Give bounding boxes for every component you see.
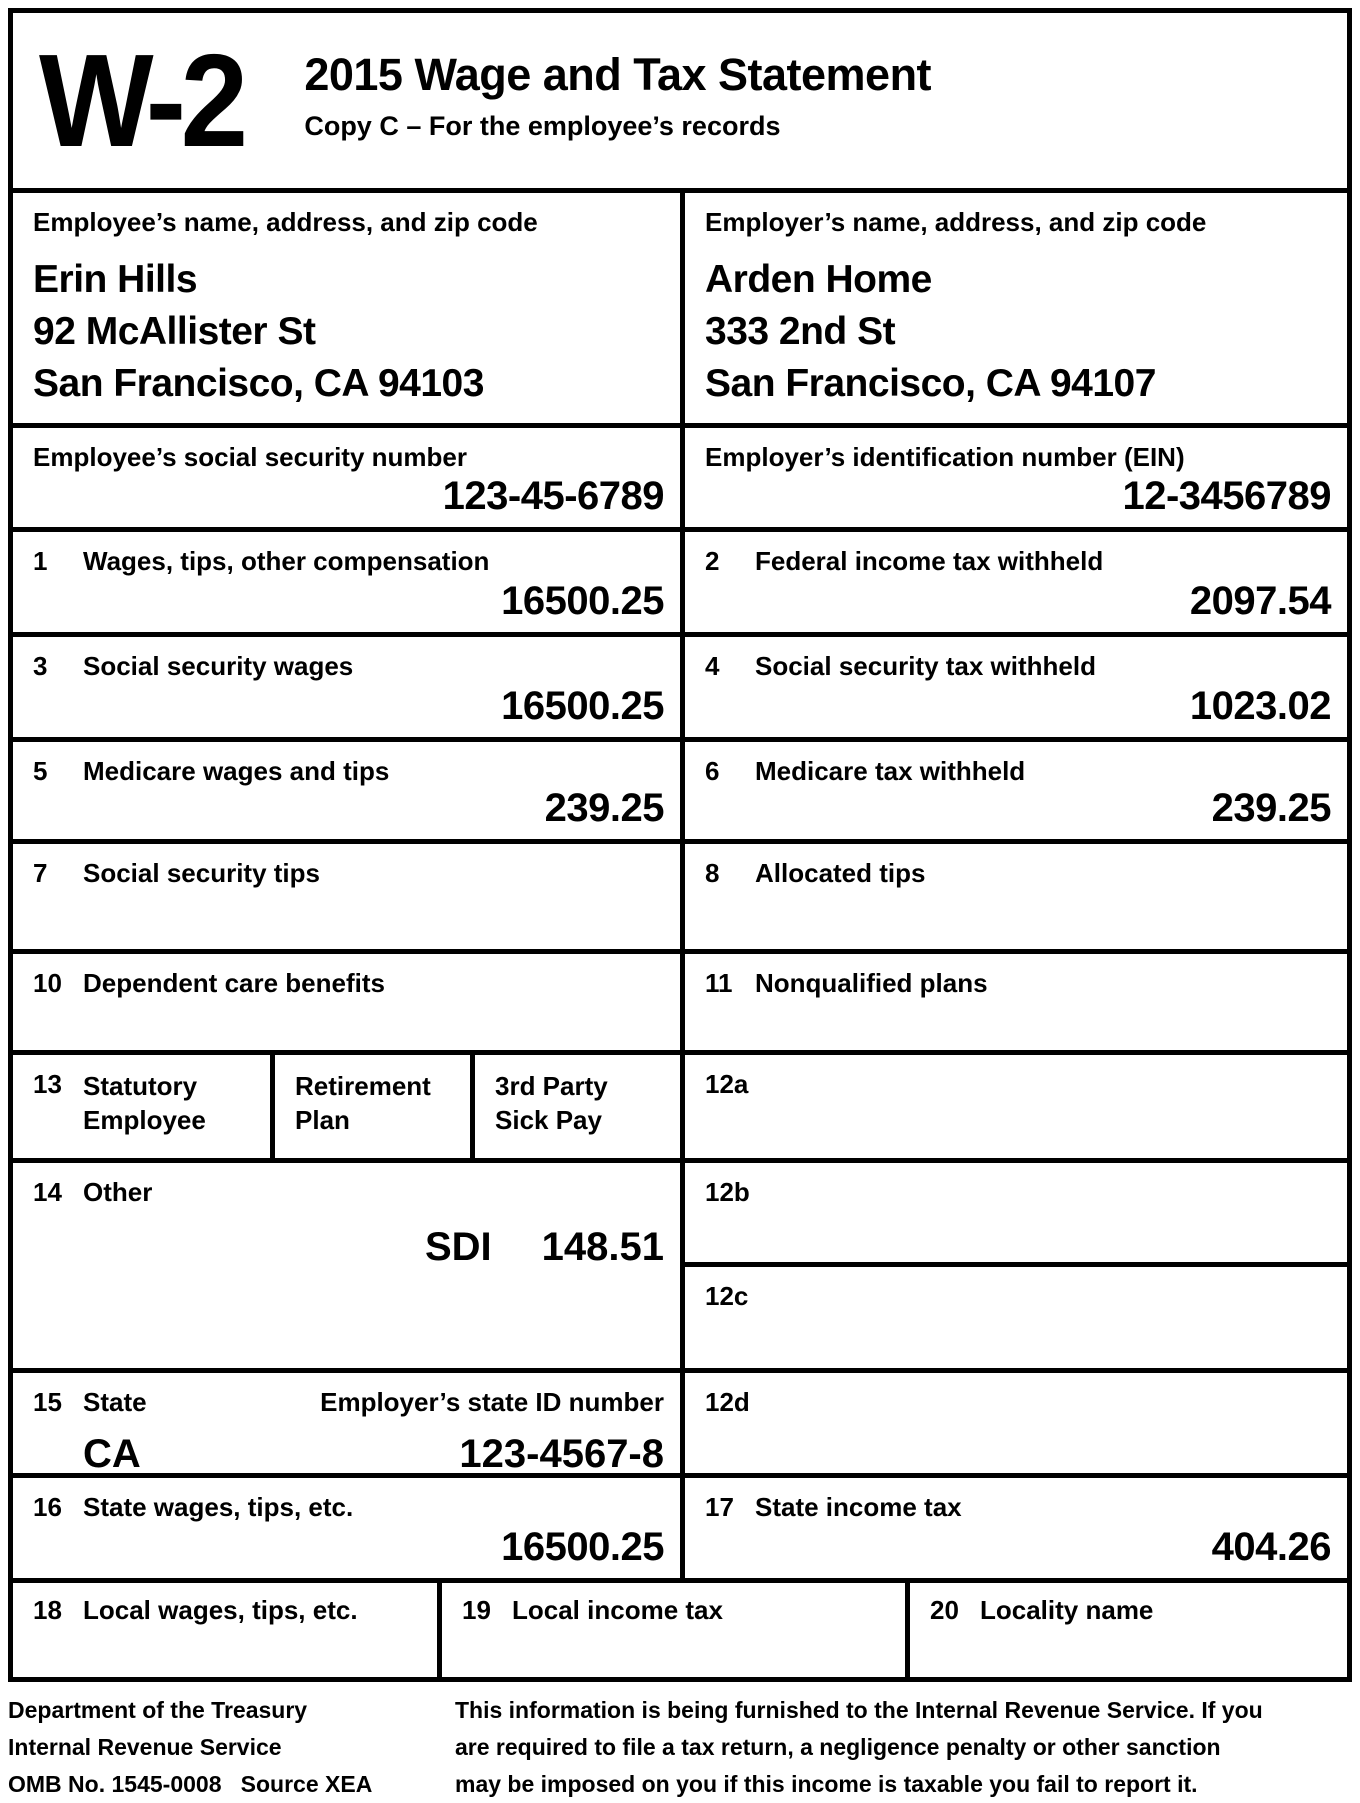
employer-address-block <box>705 254 1333 410</box>
box-4-ss-tax <box>680 637 1347 737</box>
box-6-medicare-tax <box>680 742 1347 839</box>
box-number: 7 <box>33 858 48 888</box>
box-14-code: SDI <box>424 1225 492 1269</box>
box-title: State income tax <box>755 1492 962 1522</box>
box-title: Dependent care benefits <box>83 968 385 998</box>
box-17-state-income-tax <box>680 1478 1347 1578</box>
box-14-value <box>425 1225 664 1270</box>
box-19-local-income-tax <box>437 1583 905 1677</box>
box-title: Medicare wages and tips <box>83 756 390 786</box>
state-id-label: Employer’s state ID number <box>320 1387 664 1417</box>
box-2-federal-tax <box>680 532 1347 632</box>
w2-form <box>8 8 1352 1682</box>
box-title: State wages, tips, etc. <box>83 1492 354 1522</box>
box-title: Federal income tax withheld <box>755 546 1104 576</box>
sickpay-label-line2: Sick Pay <box>495 1105 602 1135</box>
box-title: Wages, tips, other compensation <box>83 546 490 576</box>
box-title: 12d <box>705 1387 750 1417</box>
form-titles <box>304 49 931 142</box>
footer-irs-line: Internal Revenue Service <box>8 1734 282 1760</box>
box-title: Other <box>83 1177 153 1207</box>
box-14-other <box>13 1158 680 1368</box>
boxes-18-19-20-row <box>13 1578 1347 1677</box>
box-16-value: 16500.25 <box>501 1525 664 1569</box>
box-1-wages <box>13 532 680 632</box>
box-1-value: 16500.25 <box>501 579 664 623</box>
statutory-label-line1: Statutory <box>83 1071 198 1101</box>
employee-city: San Francisco, CA 94103 <box>33 362 484 405</box>
box-12c <box>685 1262 1347 1368</box>
footer-omb-line: OMB No. 1545-0008 Source XEA <box>8 1771 373 1797</box>
employee-info-box <box>13 193 680 423</box>
ssn-ein-row <box>13 423 1347 527</box>
box-title: Local wages, tips, etc. <box>83 1595 358 1625</box>
box-13-retirement-plan <box>270 1055 470 1158</box>
box-number: 18 <box>33 1595 62 1625</box>
box-5-medicare-wages <box>13 742 680 839</box>
box-number: 3 <box>33 651 48 681</box>
state-value: CA <box>83 1432 141 1476</box>
retirement-label-line2: Plan <box>295 1105 350 1135</box>
box-title: Social security wages <box>83 651 354 681</box>
footer-treasury-line: Department of the Treasury <box>8 1697 308 1723</box>
ssn-box <box>13 428 680 527</box>
box-number: 2 <box>705 546 720 576</box>
box-title: Allocated tips <box>755 858 926 888</box>
box-17-value: 404.26 <box>1211 1525 1331 1569</box>
box-number: 20 <box>930 1595 959 1625</box>
box-title: Social security tips <box>83 858 320 888</box>
box-15-state <box>13 1368 680 1476</box>
box-title: Social security tax withheld <box>755 651 1096 681</box>
box-number: 8 <box>705 858 720 888</box>
ein-label: Employer’s identification number (EIN) <box>705 442 1185 472</box>
employee-street: 92 McAllister St <box>33 310 316 353</box>
box-13-statutory-employee <box>13 1055 270 1158</box>
sickpay-label-line1: 3rd Party <box>495 1071 608 1101</box>
ssn-label: Employee’s social security number <box>33 442 467 472</box>
middle-left-column <box>13 1055 680 1476</box>
form-footer <box>8 1692 1352 1803</box>
box-10-dependent-care <box>13 954 680 1050</box>
box-number: 17 <box>705 1492 734 1522</box>
footer-agency-block <box>8 1692 455 1803</box>
boxes-10-11-row <box>13 949 1347 1050</box>
boxes-3-4-row <box>13 632 1347 737</box>
boxes-1-2-row <box>13 527 1347 632</box>
footer-notice-line3: may be imposed on you if this income is taxable you fail to report it. <box>455 1771 1198 1797</box>
box-title: Local income tax <box>512 1595 723 1625</box>
box-title: Locality name <box>980 1595 1154 1625</box>
copy-line: Copy C – For the employee’s records <box>304 111 781 141</box>
name-address-row <box>13 188 1347 423</box>
box-number: 11 <box>705 968 733 998</box>
boxes-16-17-row <box>13 1473 1347 1578</box>
box-number: 5 <box>33 756 48 786</box>
employee-name: Erin Hills <box>33 258 198 301</box>
employer-section-label: Employer’s name, address, and zip code <box>705 207 1207 237</box>
footer-notice-line2: are required to file a tax return, a negligence penalty or other sanction <box>455 1734 1221 1760</box>
state-id-value: 123-4567-8 <box>459 1432 664 1476</box>
box-number: 10 <box>33 968 62 998</box>
box-4-value: 1023.02 <box>1189 684 1331 728</box>
ein-value: 12-3456789 <box>1122 474 1331 518</box>
box-3-ss-wages <box>13 637 680 737</box>
employee-section-label: Employee’s name, address, and zip code <box>33 207 538 237</box>
box-title: 12b <box>705 1177 750 1207</box>
box-16-state-wages <box>13 1478 680 1578</box>
boxes-7-8-row <box>13 839 1347 949</box>
form-name: W-2 <box>39 26 243 174</box>
employer-street: 333 2nd St <box>705 310 896 353</box>
box-3-value: 16500.25 <box>501 684 664 728</box>
box-title: Medicare tax withheld <box>755 756 1026 786</box>
box-title: 12c <box>705 1281 749 1311</box>
box-12b <box>685 1158 1347 1262</box>
box-title: 12a <box>705 1069 749 1099</box>
box-number: 16 <box>33 1492 62 1522</box>
footer-notice-block <box>455 1692 1352 1803</box>
box-12a <box>685 1055 1347 1158</box>
box-number: 15 <box>33 1387 62 1417</box>
middle-right-column <box>680 1055 1347 1473</box>
middle-section <box>13 1050 1347 1476</box>
employer-info-box <box>680 193 1347 423</box>
retirement-label-line1: Retirement <box>295 1071 431 1101</box>
box-6-value: 239.25 <box>1211 786 1331 830</box>
boxes-5-6-row <box>13 737 1347 839</box>
box-5-value: 239.25 <box>544 786 664 830</box>
employer-city: San Francisco, CA 94107 <box>705 362 1156 405</box>
ein-box <box>680 428 1347 527</box>
box-13-checkboxes <box>13 1055 680 1158</box>
box-2-value: 2097.54 <box>1189 579 1331 623</box>
box-title: Nonqualified plans <box>755 968 988 998</box>
box-11-nonqualified-plans <box>680 954 1347 1050</box>
ssn-value: 123-45-6789 <box>442 474 664 518</box>
statutory-label-line2: Employee <box>83 1105 206 1135</box>
form-header <box>13 13 1347 188</box>
box-number: 19 <box>462 1595 491 1625</box>
box-number: 1 <box>33 546 48 576</box>
box-13-third-party-sick-pay <box>470 1055 680 1158</box>
box-title: State <box>83 1387 147 1417</box>
box-number: 6 <box>705 756 720 786</box>
box-7-ss-tips <box>13 844 680 949</box>
box-8-allocated-tips <box>680 844 1347 949</box>
employee-address-block <box>33 254 666 410</box>
box-20-locality-name <box>905 1583 1347 1677</box>
box-18-local-wages <box>13 1583 437 1677</box>
box-14-amount: 148.51 <box>541 1225 664 1269</box>
box-12d <box>685 1368 1347 1473</box>
box-number: 4 <box>705 651 720 681</box>
box-number: 13 <box>33 1069 62 1099</box>
footer-notice-line1: This information is being furnished to the Internal Revenue Service. If you <box>455 1697 1263 1723</box>
box-number: 14 <box>33 1177 62 1207</box>
employer-name: Arden Home <box>705 258 932 301</box>
form-title: 2015 Wage and Tax Statement <box>304 49 932 100</box>
